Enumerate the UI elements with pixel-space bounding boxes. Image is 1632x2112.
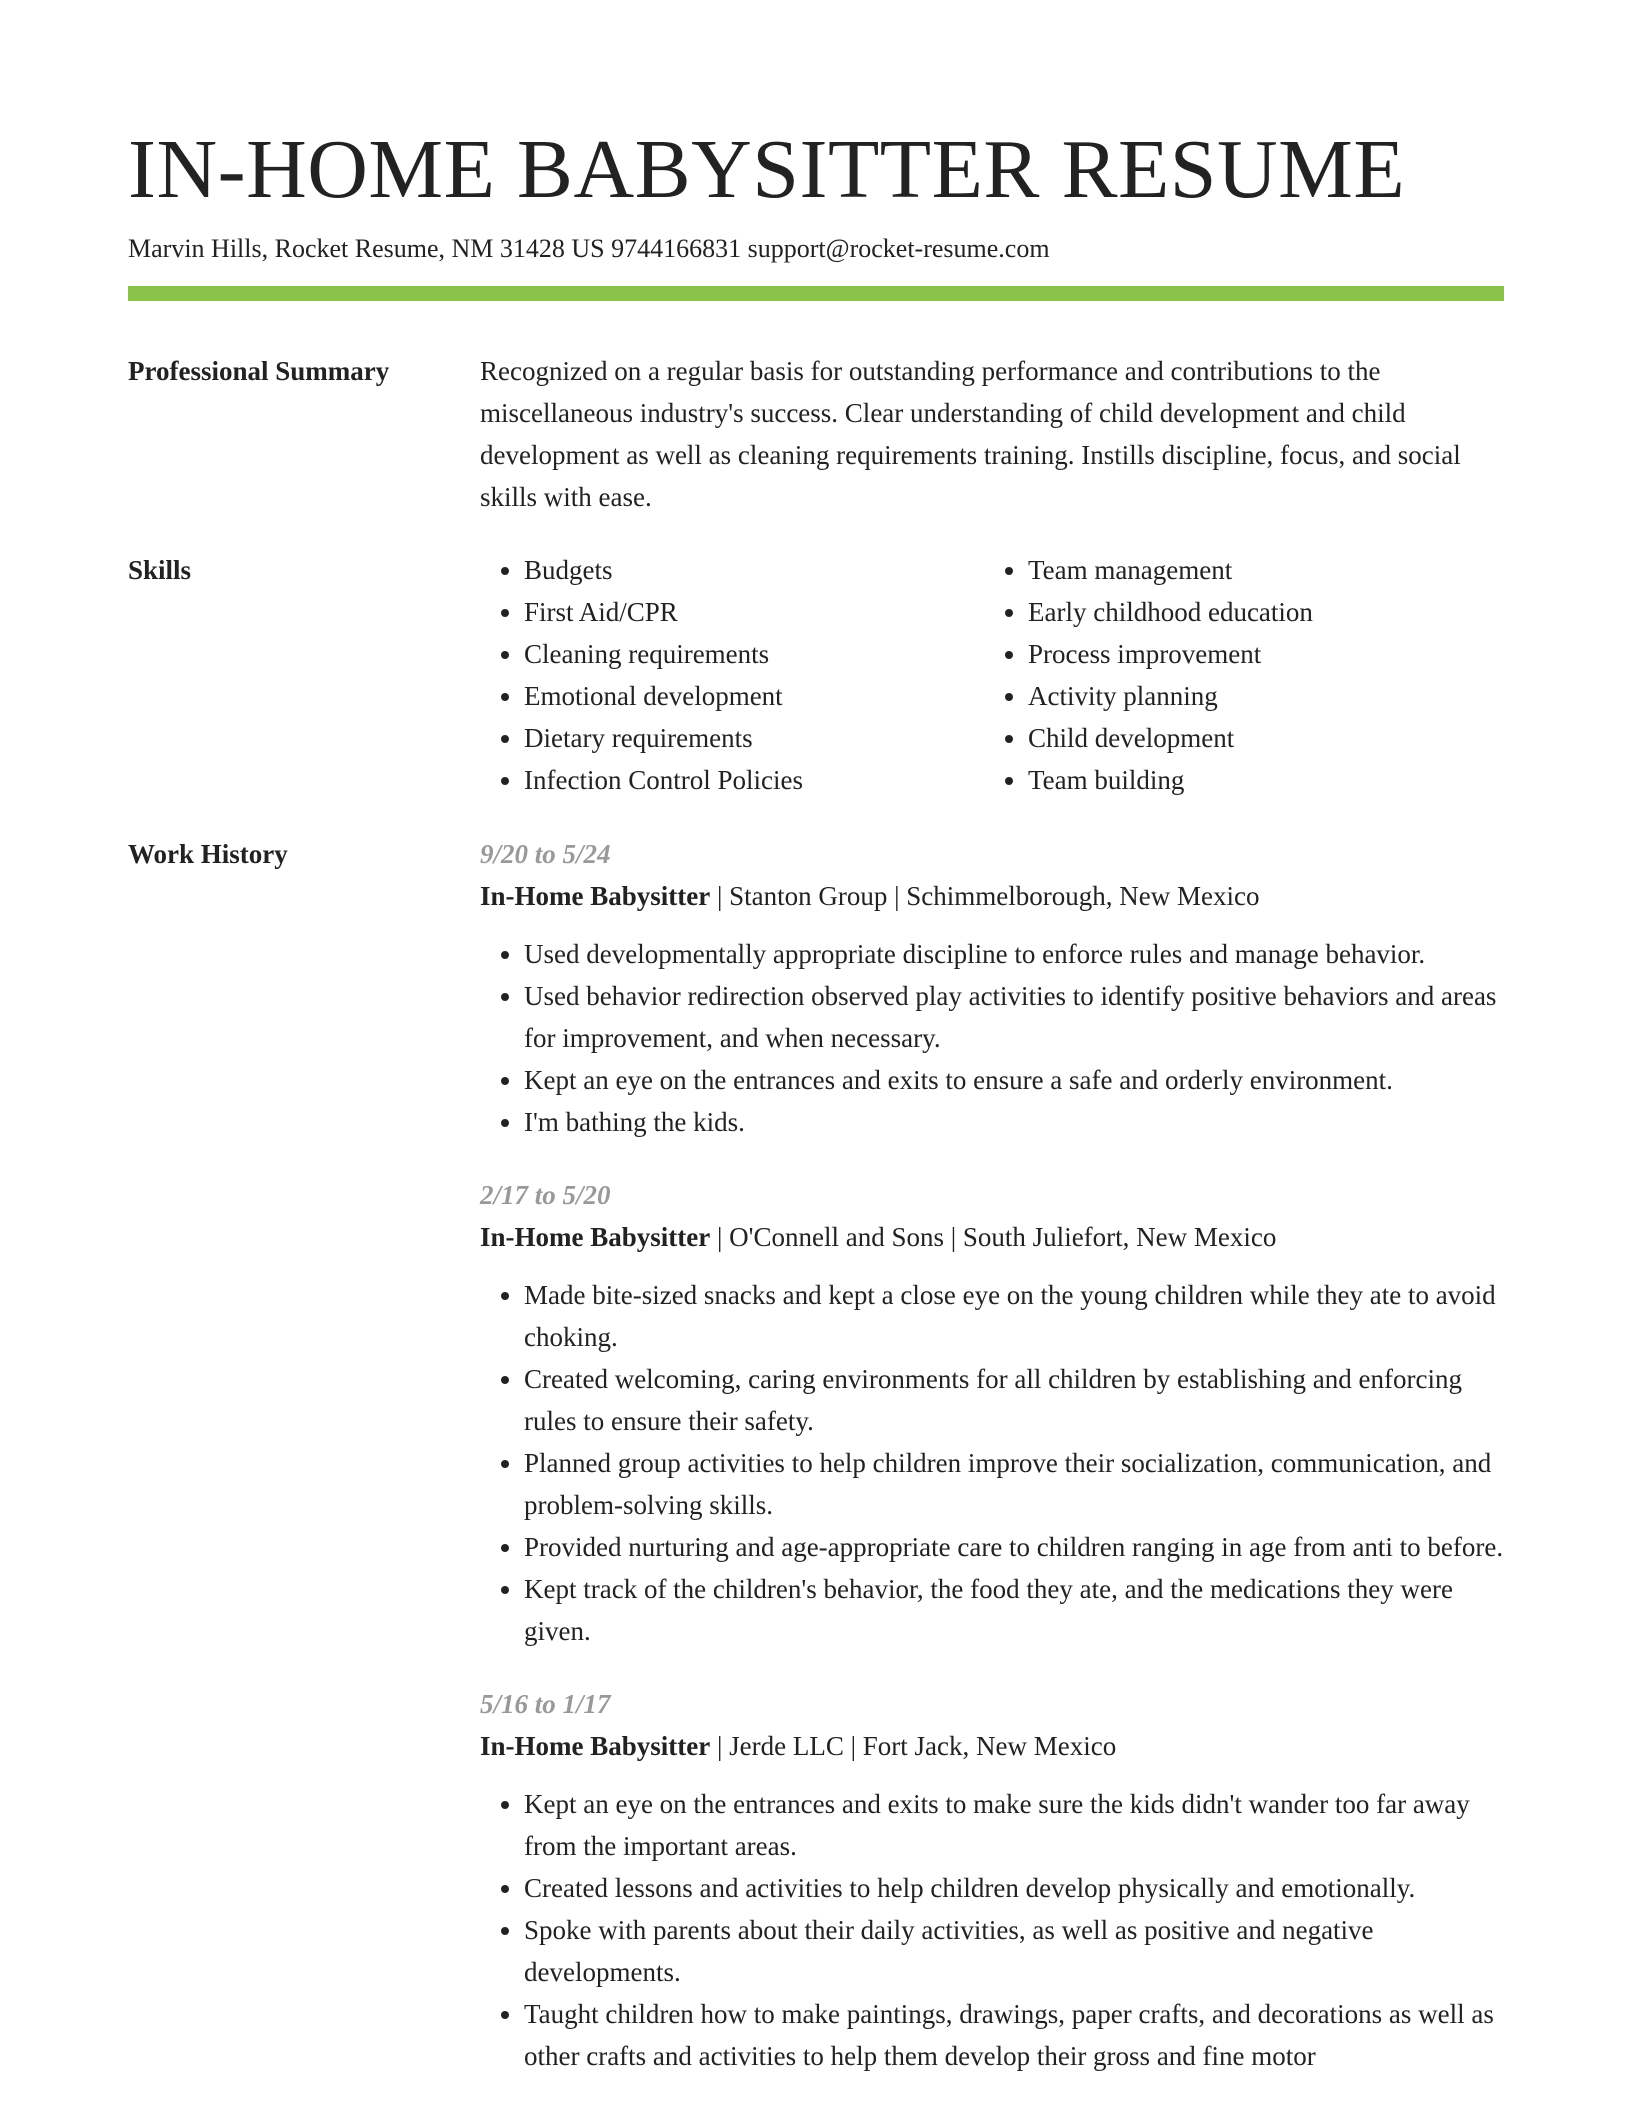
resume-title: IN-HOME BABYSITTER RESUME <box>128 123 1406 216</box>
job-bullet: • Kept an eye on the entrances and exits to make sure the kids didn't wander too far away from the important areas. <box>524 1783 1504 1867</box>
job-bullet: • Created welcoming, caring environments for all children by establishing and enforcing rules to ensure their safety. <box>524 1358 1504 1442</box>
job-dates: 9/20 to 5/24 <box>480 839 611 869</box>
skill-item: • Dietary requirements <box>524 717 984 759</box>
job-bullet: • Used developmentally appropriate discipline to enforce rules and manage behavior. <box>524 933 1504 975</box>
skills-body <box>480 549 1504 801</box>
job-title: In-Home Babysitter <box>480 1731 711 1761</box>
work-history-body <box>480 833 1504 2108</box>
job-bullets <box>480 1274 1504 1652</box>
job-dates: 5/16 to 1/17 <box>480 1689 611 1719</box>
summary-text: Recognized on a regular basis for outstanding performance and contributions to the miscellaneous industry's success. Clear understanding of child development and child development as well as cleaning requirements training. Instills discipline, focus, and social skills with ease. <box>480 356 1461 512</box>
skills-label: Skills <box>128 555 192 585</box>
job-bullet: • I'm bathing the kids. <box>524 1101 1504 1143</box>
job-bullet: • Provided nurturing and age-appropriate care to children ranging in age from anti to before. <box>524 1526 1504 1568</box>
job-dates: 2/17 to 5/20 <box>480 1180 611 1210</box>
skill-item: • Process improvement <box>1028 633 1488 675</box>
job-bullets <box>480 933 1504 1143</box>
skill-item: • Early childhood education <box>1028 591 1488 633</box>
job-title: In-Home Babysitter <box>480 1222 711 1252</box>
job-bullet: • Planned group activities to help children improve their socialization, communication, and problem-solving skills. <box>524 1442 1504 1526</box>
skill-item: • First Aid/CPR <box>524 591 984 633</box>
skill-item: • Child development <box>1028 717 1488 759</box>
job-bullet: • Created lessons and activities to help children develop physically and emotionally. <box>524 1867 1504 1909</box>
skill-item: • Cleaning requirements <box>524 633 984 675</box>
skill-item: • Emotional development <box>524 675 984 717</box>
job-title: In-Home Babysitter <box>480 881 711 911</box>
skill-item: • Infection Control Policies <box>524 759 984 801</box>
skill-item: • Team building <box>1028 759 1488 801</box>
work-history-label: Work History <box>128 839 288 869</box>
job-details: | Jerde LLC | Fort Jack, New Mexico <box>710 1731 1117 1761</box>
job-bullets <box>480 1783 1504 2077</box>
job-entry <box>480 833 1504 1143</box>
job-bullet: • Kept track of the children's behavior, the food they ate, and the medications they were given. <box>524 1568 1504 1652</box>
job-heading <box>480 1725 1504 1767</box>
job-bullet: • Spoke with parents about their daily activities, as well as positive and negative developments. <box>524 1909 1504 1993</box>
contact-line: Marvin Hills, Rocket Resume, NM 31428 US 9744166831 support@rocket-resume.com <box>128 234 1050 263</box>
job-bullet: • Used behavior redirection observed play activities to identify positive behaviors and areas for improvement, and when necessary. <box>524 975 1504 1059</box>
skill-item: • Budgets <box>524 549 984 591</box>
skills-list-right <box>984 549 1488 801</box>
skills-columns <box>480 549 1504 801</box>
job-entry <box>480 1174 1504 1652</box>
job-details: | Stanton Group | Schimmelborough, New Mexico <box>710 881 1260 911</box>
job-bullet: • Made bite-sized snacks and kept a close eye on the young children while they ate to avoid choking. <box>524 1274 1504 1358</box>
job-heading <box>480 875 1504 917</box>
job-entry <box>480 1683 1504 2077</box>
skills-list-left <box>480 549 984 801</box>
job-bullet: • Kept an eye on the entrances and exits to ensure a safe and orderly environment. <box>524 1059 1504 1101</box>
header-divider <box>128 286 1504 301</box>
summary-body <box>480 350 1504 518</box>
skill-item: • Activity planning <box>1028 675 1488 717</box>
skill-item: • Team management <box>1028 549 1488 591</box>
job-bullet: • Taught children how to make paintings, drawings, paper crafts, and decorations as well as other crafts and activities to help them develop their gross and fine motor <box>524 1993 1504 2077</box>
summary-label: Professional Summary <box>128 356 390 386</box>
job-heading <box>480 1216 1504 1258</box>
job-details: | O'Connell and Sons | South Juliefort, New Mexico <box>710 1222 1277 1252</box>
